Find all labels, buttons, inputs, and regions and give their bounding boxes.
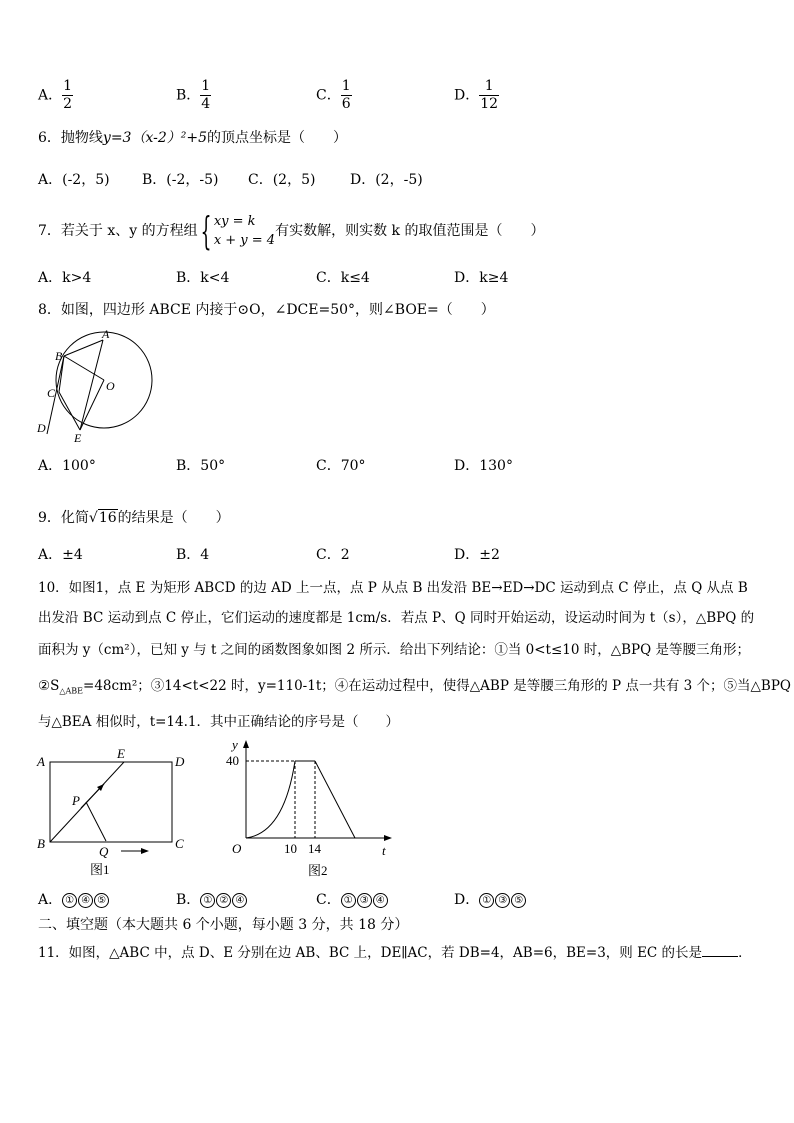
q6-option-c[interactable]: C．(2，5) [248, 172, 316, 188]
q7-options [38, 268, 508, 288]
q10-line-4: $②S_{\triangle ABE}=48cm^2$；③14<t<22 时，y=110-1t；④在运动过程中，使得△ABP 是等腰三角形的 P 点一共有 3 个；⑤当△BPQ [38, 678, 791, 696]
q10-option-c[interactable]: C． ① ③ ④ [316, 890, 454, 910]
q8-label-o: O [106, 379, 115, 393]
q10-fig1-label-a: A [37, 754, 45, 769]
q10-option-d[interactable]: D． ① ③ ⑤ [454, 890, 527, 910]
q7-option-a[interactable]: A．k>4 [38, 270, 92, 286]
q8-stem: 8．如图，四边形 ABCE 内接于⊙O，∠DCE=50°，则∠BOE=（ ） [38, 302, 495, 318]
q9-stem: 9．化简√16的结果是（ ） [38, 510, 230, 526]
q10-fig2-y-tick-40: 40 [226, 753, 239, 768]
q5-option-b[interactable]: B． $\frac{1}{4}$ [176, 78, 211, 112]
q8-options [38, 456, 513, 476]
q10-figure-1 [34, 744, 194, 884]
q8-circle-figure [32, 326, 162, 446]
q10-fig2-y-axis-label: y [232, 737, 238, 752]
q7-brace: { [200, 209, 212, 253]
q9-option-b[interactable]: B．4 [176, 547, 210, 563]
q10-fig2-x-axis-label: t [382, 843, 386, 858]
q10-fig1-label-c: C [175, 836, 184, 851]
q9-option-a[interactable]: A．±4 [38, 547, 83, 563]
q8-label-e: E [74, 431, 82, 445]
q9-option-c[interactable]: C．2 [316, 547, 350, 563]
q9-options [38, 545, 500, 565]
q10-options [38, 890, 527, 910]
sqrt-symbol: √ [88, 510, 98, 526]
q10-fig2-caption: 图2 [308, 863, 328, 878]
q8-option-b[interactable]: B．50° [176, 458, 226, 474]
q5-option-d[interactable]: D． $\frac{1}{12}$ [454, 78, 499, 112]
q10-fig1-label-e: E [117, 746, 125, 761]
q10-fig1-label-p: P [72, 793, 80, 808]
q7-stem: 7．若关于 x、y 的方程组{ xy = k x + y = 4 有实数解，则实数 k 的取值范围是（ ） [38, 209, 545, 253]
q10-fig1-caption: 图1 [90, 862, 110, 877]
q10-line-1: 10．如图1，点 E 为矩形 ABCD 的边 AD 上一点，点 P 从点 B 出发沿 BE→ED→DC 运动到点 C 停止，点 Q 从点 B [38, 580, 748, 596]
q8-option-c[interactable]: C．70° [316, 458, 366, 474]
q7-equation-system: xy = k x + y = 4 [213, 214, 276, 248]
q10-option-b[interactable]: B． ① ② ④ [176, 890, 316, 910]
q11-stem: 11．如图，△ABC 中，点 D、E 分别在边 AB、BC 上，DE∥AC，若 DB=4，AB=6，BE=3，则 EC 的长是 ． [38, 942, 752, 963]
q10-option-a[interactable]: A． ① ④ ⑤ [38, 890, 176, 910]
q11-answer-blank[interactable] [702, 942, 738, 957]
q8-label-d: D [37, 421, 46, 435]
q5-option-c[interactable]: C． $\frac{1}{6}$ [316, 78, 351, 112]
q9-option-d[interactable]: D．±2 [454, 547, 500, 563]
q10-fig2-x-tick-14: 14 [308, 841, 321, 856]
q8-option-a[interactable]: A．100° [38, 458, 96, 474]
q8-option-d[interactable]: D．130° [454, 458, 513, 474]
q7-option-d[interactable]: D．k≥4 [454, 270, 509, 286]
q8-label-c: C [47, 386, 56, 400]
q5-option-a[interactable]: A． $\frac{1}{2}$ [38, 78, 73, 112]
q10-figure-2 [222, 735, 397, 885]
q5-options [38, 78, 499, 113]
q10-line-5: 与△BEA 相似时，t=14.1．其中正确结论的序号是（ ） [38, 714, 399, 730]
q6-option-b[interactable]: B．(-2，-5) [142, 172, 219, 188]
q10-fig1-label-b: B [37, 836, 45, 851]
q10-fig1-label-d: D [175, 754, 185, 769]
q7-option-c[interactable]: C．k≤4 [316, 270, 370, 286]
q9-radicand: 16 [98, 510, 117, 526]
q6-stem: 6．抛物线y=3（x-2）²+5的顶点坐标是（ ） [38, 130, 348, 146]
q7-option-b[interactable]: B．k<4 [176, 270, 230, 286]
q10-fig1-label-q: Q [99, 844, 109, 859]
q6-option-a[interactable]: A．(-2，5) [38, 172, 110, 188]
q10-line-3: 面积为 y（cm²），已知 y 与 t 之间的函数图象如图 2 所示．给出下列结论：①当 0<t≤10 时，△BPQ 是等腰三角形； [38, 642, 750, 658]
section-2-heading: 二、填空题（本大题共 6 个小题，每小题 3 分，共 18 分） [38, 917, 409, 933]
q8-label-b: B [55, 349, 63, 363]
q6-option-d[interactable]: D．(2，-5) [350, 172, 423, 188]
q10-fig2-origin: O [232, 841, 242, 856]
q6-options [38, 170, 423, 190]
q10-line-2: 出发沿 BC 运动到点 C 停止，它们运动的速度都是 1cm/s．若点 P、Q 同时开始运动，设运动时间为 t（s），△BPQ 的 [38, 610, 755, 626]
q8-label-a: A [102, 327, 110, 341]
q10-fig2-x-tick-10: 10 [284, 841, 297, 856]
